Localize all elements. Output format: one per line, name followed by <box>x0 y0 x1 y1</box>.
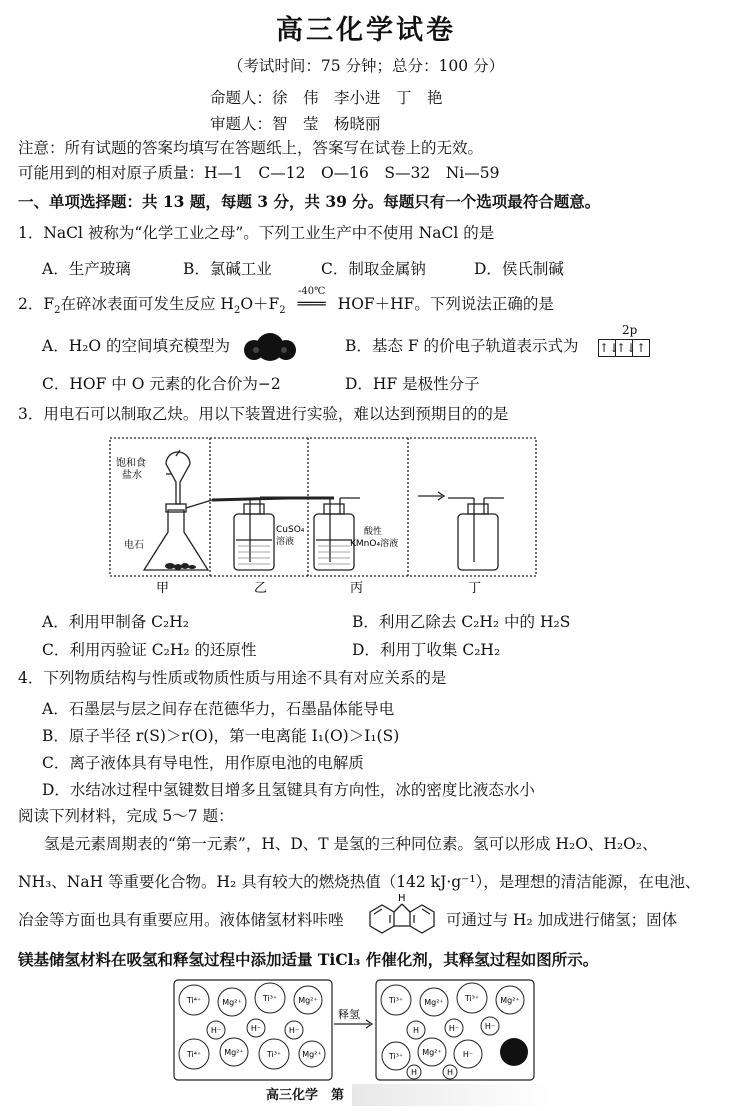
q2-option-c: C．HOF 中 O 元素的化合价为−2 <box>42 375 281 393</box>
q1-option-b: B．氯碱工业 <box>183 260 272 278</box>
q4-option-c: C．离子液体具有导电性，用作原电池的电解质 <box>42 754 364 772</box>
ion-mg-5: Mg²⁺ <box>424 998 444 1007</box>
q3-option-b: B．利用乙除去 C₂H₂ 中的 H₂S <box>352 613 571 631</box>
orbital-box-2: ↑↓ <box>616 341 637 355</box>
ion-h-4: H <box>412 1026 420 1035</box>
release-label: 释氢 <box>338 1008 360 1021</box>
label-cuso4-1: CuSO₄ <box>276 525 305 535</box>
ion-h-2: H⁻ <box>250 1024 262 1033</box>
q3-stem: 3．用电石可以制取乙炔。用以下装置进行实验，难以达到预期目的的是 <box>18 405 509 423</box>
label-bing: 丙 <box>350 581 364 596</box>
ion-h-6: H⁻ <box>484 1022 496 1031</box>
label-brine-1: 饱和食 <box>116 458 146 469</box>
label-cuso4-2: 溶液 <box>276 537 295 547</box>
notice-text: 注意：所有试题的答案均填写在答题纸上，答案写在试卷上的无效。 <box>18 139 484 157</box>
orbital-label: 2p <box>622 323 638 337</box>
label-yi: 乙 <box>254 581 268 596</box>
ion-h-1: H⁻ <box>210 1026 222 1035</box>
reading-intro: 阅读下列材料，完成 5～7 题： <box>18 807 234 825</box>
label-carbide: 电石 <box>124 540 144 551</box>
q2-option-d: D．HF 是极性分子 <box>345 375 480 393</box>
label-kmno4-1: 酸性 <box>364 527 383 537</box>
ion-ti4-1: Ti⁴⁺ <box>186 996 202 1005</box>
q4-stem: 4．下列物质结构与性质或物质性质与用途不具有对应关系的是 <box>18 669 447 687</box>
footer-watermark-mask <box>352 1084 552 1106</box>
q2-stem-mid: 在碎冰表面可发生反应 H <box>60 295 234 313</box>
page-footer: 高三化学 第 <box>266 1088 345 1103</box>
ion-h-3: H⁻ <box>288 1026 300 1035</box>
ion-mg-6: Mg²⁺ <box>500 996 520 1005</box>
reading-paragraph-4: 镁基储氢材料在吸氢和释氢过程中添加适量 TiCl₃ 作催化剂，其释氢过程如图所示。 <box>18 950 599 969</box>
q3-option-a: A．利用甲制备 C₂H₂ <box>42 613 189 631</box>
q2-stem: 2．$F_2$在碎冰表面可发生反应 $H_2O+F_2$ -40℃ ═══ HOF＋HF。下列说法正确的是 <box>18 294 554 314</box>
reaction-arrow: -40℃ ═══ <box>286 294 338 314</box>
atomic-masses: 可能用到的相对原子质量：H—1 C—12 O—16 S—32 Ni—59 <box>18 164 500 182</box>
hydrogen-release-diagram <box>170 978 550 1082</box>
ion-mg-3: Mg²⁺ <box>224 1048 244 1057</box>
ion-ti3-3: Ti³⁺ <box>388 996 404 1005</box>
label-jia: 甲 <box>156 581 170 596</box>
q3-option-d: D．利用丁收集 C₂H₂ <box>352 641 501 659</box>
q1-option-a: A．生产玻璃 <box>42 260 131 278</box>
q1-option-d: D．侯氏制碱 <box>474 260 564 278</box>
apparatus-diagram <box>108 436 538 596</box>
q4-option-a: A．石墨层与层之间存在范德华力，石墨晶体能导电 <box>42 700 395 718</box>
q2-option-a: A．H₂O 的空间填充模型为 <box>42 337 231 355</box>
carbazole-structure <box>360 890 444 946</box>
carbazole-nh-label: H <box>398 893 406 904</box>
q1-option-c: C．制取金属钠 <box>321 260 426 278</box>
ion-ti4-2: Ti⁴⁺ <box>186 1050 202 1059</box>
q2-stem-suffix: HOF＋HF。下列说法正确的是 <box>337 295 554 313</box>
exam-info: （考试时间：75 分钟；总分：100 分） <box>227 57 505 75</box>
reading-paragraph-3b: 可通过与 H₂ 加成进行储氢；固体 <box>446 911 678 929</box>
q4-option-d: D．水结冰过程中氢键数目增多且氢键具有方向性，冰的密度比液态水小 <box>42 781 535 799</box>
orbital-diagram <box>598 339 650 357</box>
orbital-box-1: ↑↓ <box>599 341 620 355</box>
ion-ti3-4: Ti³⁺ <box>464 994 480 1003</box>
question-reviewers: 审题人：智 莹 杨晓丽 <box>210 115 381 133</box>
q4-option-b: B．原子半径 r(S)＞r(O)，第一电离能 I₁(O)＞I₁(S) <box>42 727 400 745</box>
label-brine-2: 盐水 <box>122 470 142 481</box>
ion-mg-1: Mg²⁺ <box>222 998 242 1007</box>
ion-ti3-2: Ti³⁺ <box>266 1050 282 1059</box>
ion-mg-4: Mg²⁺ <box>302 1050 322 1059</box>
q2-stem-prefix: 2．F <box>18 295 55 313</box>
label-ding: 丁 <box>468 581 482 596</box>
q2-option-b: B．基态 F 的价电子轨道表示式为 <box>345 337 579 355</box>
reading-paragraph-1: 氢是元素周期表的“第一元素”，H、D、T 是氢的三种同位素。氢可以形成 H₂O、H₂O₂、 <box>44 835 658 853</box>
reading-paragraph-2: NH₃、NaH 等重要化合物。H₂ 具有较大的燃烧热值（142 kJ·g⁻¹），是理想的清洁能源，在电池、 <box>18 873 701 891</box>
page-title: 高三化学试卷 <box>276 15 456 46</box>
reading-paragraph-3a: 冶金等方面也具有重要应用。液体储氢材料咔唑 <box>18 911 344 929</box>
ion-h-8: H <box>410 1068 418 1077</box>
water-space-filling-model <box>242 330 298 364</box>
ion-h-5: H⁻ <box>448 1024 460 1033</box>
ion-h-7: H⁻ <box>462 1050 474 1059</box>
ion-mg-7: Mg²⁺ <box>422 1048 442 1057</box>
ion-ti3-5: Ti³⁺ <box>388 1052 404 1061</box>
orbital-box-3: ↑ <box>635 341 647 355</box>
reaction-condition: -40℃ <box>298 286 326 297</box>
section-heading: 一、单项选择题：共 13 题，每题 3 分，共 39 分。每题只有一个选项最符合题意。 <box>18 192 601 211</box>
ion-h-9: H <box>446 1068 454 1077</box>
q3-option-c: C．利用丙验证 C₂H₂ 的还原性 <box>42 641 257 659</box>
ion-ti3-1: Ti³⁺ <box>262 994 278 1003</box>
q1-stem: 1．NaCl 被称为“化学工业之母”。下列工业生产中不使用 NaCl 的是 <box>18 224 495 242</box>
ion-mg-2: Mg²⁺ <box>298 996 318 1005</box>
question-setters: 命题人：徐 伟 李小进 丁 艳 <box>210 89 443 107</box>
label-kmno4-2: KMnO₄溶液 <box>350 539 399 549</box>
